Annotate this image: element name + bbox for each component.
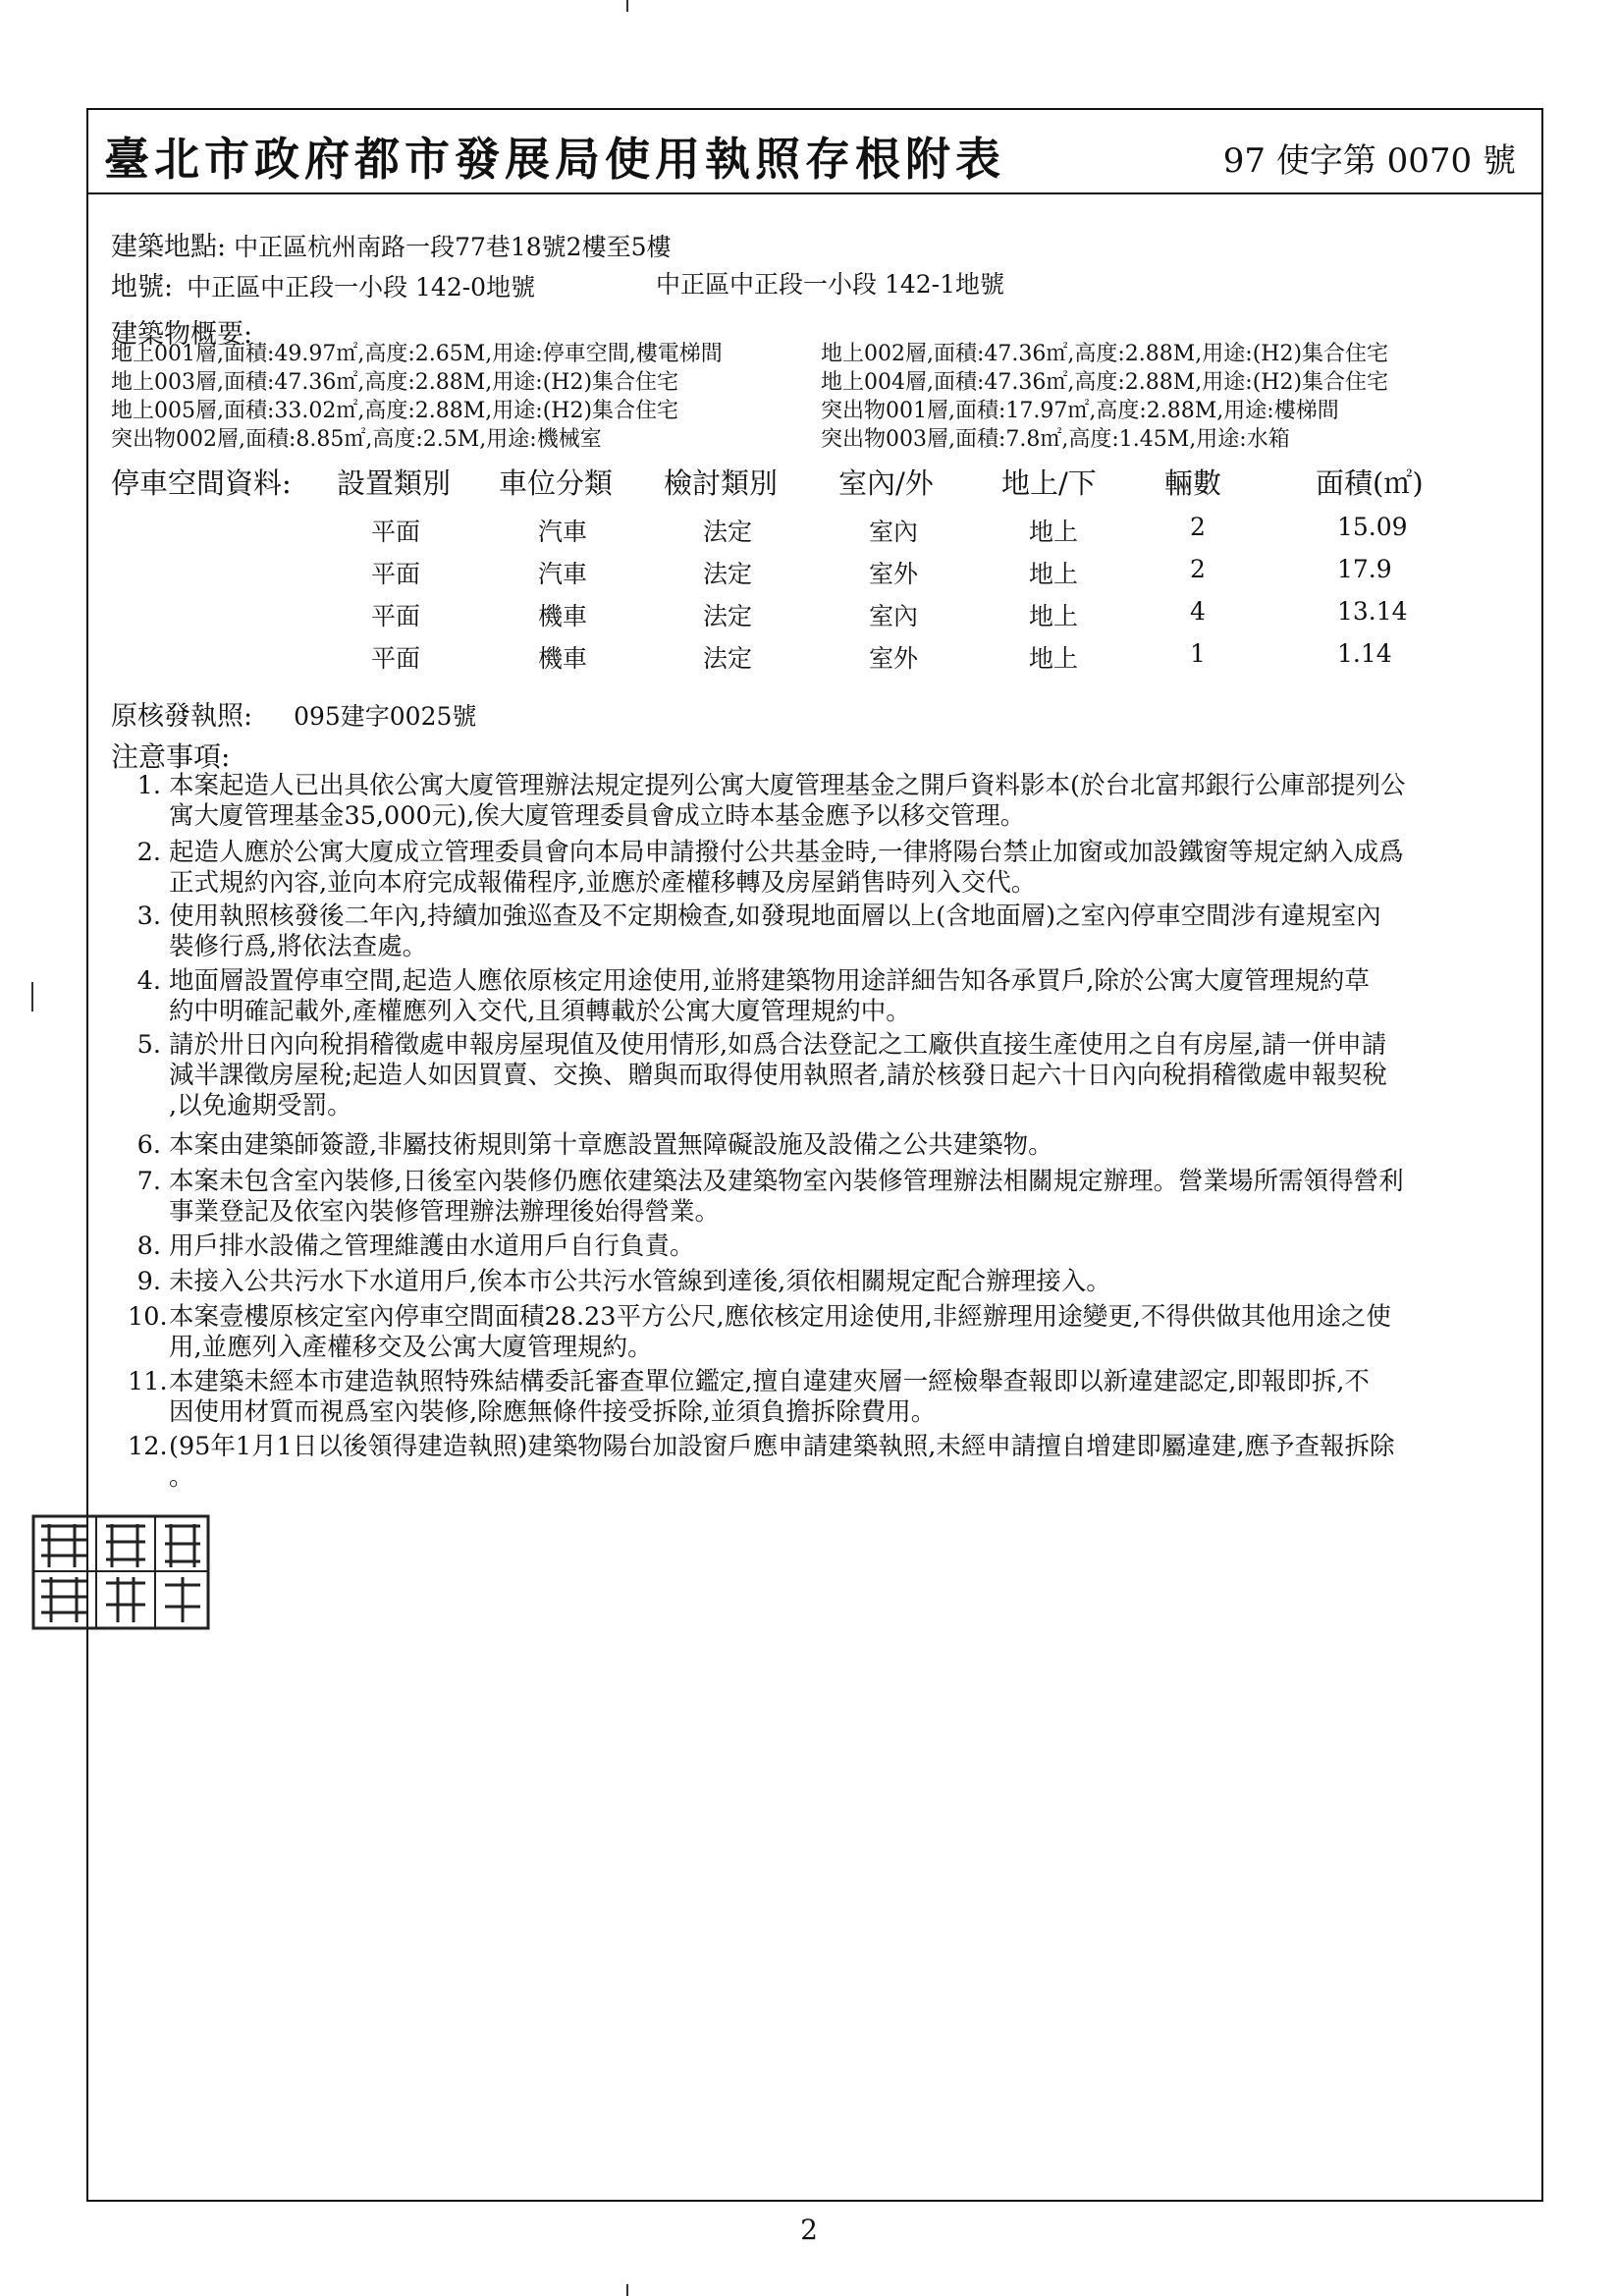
parking-cell: 室外 [869,644,919,673]
address-line [111,225,672,263]
parking-cell: 室外 [869,560,919,588]
note-line: 本案起造人已出具依公寓大廈管理辦法規定提列公寓大廈管理基金之開戶資料影本(於台北富邦銀行公庫部提列公 [169,771,1406,800]
note-line: 本案未包含室內裝修,日後室內裝修仍應依建築法及建築物室內裝修管理辦法相關規定辦理。營業場所需領得營利 [169,1167,1404,1196]
note-number: 9. [136,1267,161,1296]
permit-number: 97 使字第 0070 號 [1222,141,1516,181]
building-floor-right-2: 地上004層,面積:47.36㎡,高度:2.88M,用途:(H2)集合住宅 [821,370,1389,395]
note-item [128,1130,1532,1161]
parking-cell: 平面 [371,644,421,673]
note-item [128,966,1532,1027]
parking-cell: 地上 [1029,602,1079,630]
note-line: 用戶排水設備之管理維護由水道用戶自行負責。 [169,1231,695,1261]
parking-cell: 13.14 [1337,597,1408,626]
parking-header-review: 檢討類別 [664,466,779,500]
parking-header-indoor: 室內/外 [838,466,934,500]
note-number: 6. [136,1130,161,1160]
building-floor-left-3: 地上005層,面積:33.02㎡,高度:2.88M,用途:(H2)集合住宅 [111,399,679,423]
parking-header-type: 設置類別 [337,466,452,500]
parking-header-vehicle: 車位分類 [499,466,614,500]
lot-line [111,265,535,303]
note-line: 請於卅日內向稅捐稽徵處申報房屋現值及使用情形,如爲合法登記之工廠供直接生產使用之自有房屋,請一併申請 [169,1030,1387,1060]
document-title: 臺北市政府都市發展局使用執照存根附表 [104,133,1005,186]
parking-cell: 1.14 [1337,639,1392,668]
building-floor-right-3: 突出物001層,面積:17.97㎡,高度:2.88M,用途:樓梯間 [821,399,1339,423]
parking-header-area: 面積(㎡) [1316,466,1424,500]
parking-label: 停車空間資料: [111,466,292,500]
address-value: 中正區杭州南路一段77巷18號2樓至5樓 [234,233,672,261]
parking-cell: 室內 [869,518,919,546]
lot-value-1: 中正區中正段一小段 142-0地號 [187,273,536,301]
title-bar [86,108,1543,194]
parking-cell: 平面 [371,518,421,546]
parking-cell: 2 [1190,555,1206,583]
parking-cell: 室內 [869,602,919,630]
parking-cell: 2 [1190,513,1206,541]
note-line: 正式規約內容,並向本府完成報備程序,並應於產權移轉及房屋銷售時列入交代。 [169,868,1037,898]
note-number: 4. [136,966,161,996]
parking-header-level: 地上/下 [1001,466,1097,500]
building-floor-left-1: 地上001層,面積:49.97㎡,高度:2.65M,用途:停車空間,樓電梯間 [111,342,723,366]
note-number: 3. [136,902,161,931]
parking-cell: 平面 [371,602,421,630]
note-item [128,1167,1532,1228]
note-line: 因使用材質而視爲室內裝修,除應無條件接受拆除,並須負擔拆除費用。 [169,1397,937,1427]
note-line: 未接入公共污水下水道用戶,俟本市公共污水管線到達後,須依相關規定配合辦理接入。 [169,1267,1111,1296]
note-number: 11. [128,1367,168,1396]
parking-cell: 機車 [538,644,588,673]
parking-cell: 17.9 [1337,555,1392,583]
parking-cell: 平面 [371,560,421,588]
parking-cell: 法定 [703,518,753,546]
parking-cell: 地上 [1029,644,1079,673]
note-line: 寓大廈管理基金35,000元),俟大廈管理委員會成立時本基金應予以移交管理。 [169,801,1026,831]
note-number: 10. [128,1302,168,1332]
scan-tick-left [31,982,33,1011]
note-line: 本案由建築師簽證,非屬技術規則第十章應設置無障礙設施及設備之公共建築物。 [169,1130,1053,1160]
original-permit-label: 原核發執照: [111,701,253,732]
original-permit-line [111,694,476,733]
parking-cell: 汽車 [538,560,588,588]
note-number: 5. [136,1030,161,1060]
note-number: 2. [136,838,161,867]
note-number: 1. [136,771,161,800]
address-label: 建築地點: [111,232,227,262]
note-item [128,1367,1532,1428]
lot-label: 地號: [111,272,174,302]
building-floor-left-2: 地上003層,面積:47.36㎡,高度:2.88M,用途:(H2)集合住宅 [111,370,679,395]
note-line: 減半課徵房屋稅;起造人如因買賣、交換、贈與而取得使用執照者,請於核發日起六十日內向稅捐稽徵處申報契稅 [169,1061,1387,1090]
note-line: 裝修行爲,將依法查處。 [169,932,428,961]
note-item [128,838,1532,899]
note-number: 8. [136,1231,161,1261]
note-line: 。 [169,1462,194,1492]
parking-cell: 機車 [538,602,588,630]
note-line: 地面層設置停車空間,起造人應依原核定用途使用,並將建築物用途詳細告知各承買戶,除於公寓大廈管理規約草 [169,966,1370,996]
note-item [128,771,1532,832]
note-item [128,1302,1532,1363]
building-floor-right-1: 地上002層,面積:47.36㎡,高度:2.88M,用途:(H2)集合住宅 [821,342,1389,366]
note-line: 事業登記及依室內裝修管理辦法辦理後始得營業。 [169,1197,721,1227]
building-floor-right-4: 突出物003層,面積:7.8㎡,高度:1.45M,用途:水箱 [821,427,1290,452]
note-line: 起造人應於公寓大廈成立管理委員會向本局申請撥付公共基金時,一律將陽台禁止加窗或加設鐵窗等規定納入成爲 [169,838,1404,867]
page-number: 2 [800,2214,818,2246]
building-floor-left-4: 突出物002層,面積:8.85㎡,高度:2.5M,用途:機械室 [111,427,602,452]
note-number: 12. [128,1432,168,1461]
note-line: 本案壹樓原核定室內停車空間面積28.23平方公尺,應依核定用途使用,非經辦理用途變更,不得供做其他用途之使 [169,1302,1391,1332]
note-item [128,1432,1532,1493]
parking-cell: 法定 [703,602,753,630]
note-item [128,1030,1532,1121]
official-seal-stamp [27,1512,214,1632]
parking-cell: 法定 [703,560,753,588]
parking-cell: 1 [1190,639,1206,668]
note-item [128,902,1532,962]
note-item [128,1231,1532,1262]
note-line: (95年1月1日以後領得建造執照)建築物陽台加設窗戶應申請建築執照,未經申請擅自增建即屬違建,應予查報拆除 [169,1432,1395,1461]
parking-cell: 汽車 [538,518,588,546]
notes-title: 注意事項: [111,740,231,773]
note-line: 本建築未經本市建造執照特殊結構委託審查單位鑑定,擅自違建夾層一經檢舉查報即以新違建認定,即報即拆,不 [169,1367,1370,1396]
parking-cell: 4 [1190,597,1206,626]
lot-value-2: 中正區中正段一小段 142-1地號 [656,270,1005,299]
note-item [128,1267,1532,1297]
parking-cell: 地上 [1029,518,1079,546]
note-line: 用,並應列入產權移交及公寓大廈管理規約。 [169,1333,653,1362]
note-number: 7. [136,1167,161,1196]
scan-tick-top [626,0,628,12]
note-line: 約中明確記載外,產權應列入交代,且須轉載於公寓大廈管理規約中。 [169,997,911,1026]
parking-header-count: 輛數 [1164,466,1222,500]
parking-cell: 法定 [703,644,753,673]
note-line: ,以免逾期受罰。 [169,1091,352,1121]
note-line: 使用執照核發後二年內,持續加強巡查及不定期檢查,如發現地面層以上(含地面層)之室內停車空間涉有違規室內 [169,902,1381,931]
parking-cell: 地上 [1029,560,1079,588]
scan-tick-bottom [626,2284,628,2296]
parking-cell: 15.09 [1337,513,1408,541]
building-label: 建築物概要: [111,319,253,350]
original-permit-value: 095建字0025號 [294,702,477,731]
